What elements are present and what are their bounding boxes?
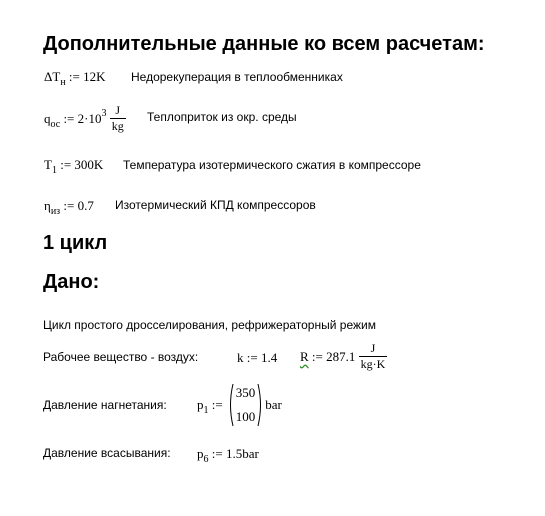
cycle-description: Цикл простого дросселирования, рефрижераторный режим (43, 318, 376, 332)
param-symbol: p (197, 397, 204, 412)
matrix-value: 100 (235, 409, 256, 424)
right-paren-icon (257, 383, 264, 427)
param-value: 300K (74, 157, 104, 172)
param-subscript: 1 (203, 405, 209, 416)
param-r[interactable] (300, 341, 387, 372)
unit-numerator: J (110, 103, 126, 119)
page-title: Дополнительные данные ко всем расчетам: (43, 33, 485, 55)
assign-operator: := (311, 348, 323, 364)
assign-operator: := (246, 350, 258, 365)
param-description: Теплоприток из окр. среды (147, 110, 297, 124)
matrix-value: 350 (235, 385, 256, 400)
param-subscript: 6 (203, 454, 209, 465)
param-p6[interactable] (197, 446, 259, 465)
param-value: 0.7 (77, 198, 94, 213)
param-t1[interactable] (44, 157, 104, 176)
param-value: 12K (83, 69, 106, 84)
param-value: 1.4 (260, 350, 278, 365)
param-description: Температура изотермического сжатия в компрессоре (123, 158, 421, 172)
param-value: 1.5bar (225, 446, 259, 461)
unit-denominator: kg·K (360, 357, 386, 371)
working-fluid-label: Рабочее вещество - воздух: (43, 350, 199, 364)
param-coefficient: 2·10 (77, 110, 102, 126)
param-symbol: ΔT (44, 69, 61, 84)
param-subscript: н (60, 77, 66, 88)
pressure-matrix (227, 383, 265, 427)
pressure-unit: bar (265, 397, 282, 412)
param-subscript: 1 (51, 165, 57, 176)
param-symbol: q (44, 110, 51, 126)
param-delta-t[interactable] (44, 69, 106, 88)
param-k[interactable] (237, 350, 277, 366)
param-symbol: η (44, 198, 51, 213)
param-subscript: ос (50, 118, 61, 130)
param-symbol: k (237, 350, 244, 365)
param-subscript: из (50, 206, 61, 217)
unit-fraction (359, 341, 388, 372)
left-paren-icon (227, 383, 234, 427)
assign-operator: := (63, 198, 75, 213)
param-value: 287.1 (326, 348, 356, 364)
assign-operator: := (68, 69, 80, 84)
param-p1[interactable] (197, 383, 282, 427)
assign-operator: := (60, 157, 72, 172)
discharge-pressure-label: Давление нагнетания: (43, 398, 167, 412)
param-description: Недорекуперация в теплообменниках (131, 70, 343, 84)
param-eta[interactable] (44, 198, 94, 217)
param-description: Изотермический КПД компрессоров (115, 198, 316, 212)
param-symbol: T (44, 157, 52, 172)
assign-operator: := (211, 397, 223, 412)
suction-pressure-label: Давление всасывания: (43, 446, 171, 460)
param-exponent: 3 (101, 107, 107, 119)
param-symbol: R (300, 348, 309, 364)
param-symbol: p (197, 446, 204, 461)
assign-operator: := (63, 110, 75, 126)
unit-fraction (110, 103, 126, 134)
given-heading: Дано: (43, 271, 100, 293)
unit-numerator: J (359, 341, 388, 357)
unit-denominator: kg (111, 119, 124, 133)
param-q-ambient[interactable] (44, 103, 126, 134)
cycle-heading: 1 цикл (43, 232, 108, 254)
assign-operator: := (211, 446, 223, 461)
